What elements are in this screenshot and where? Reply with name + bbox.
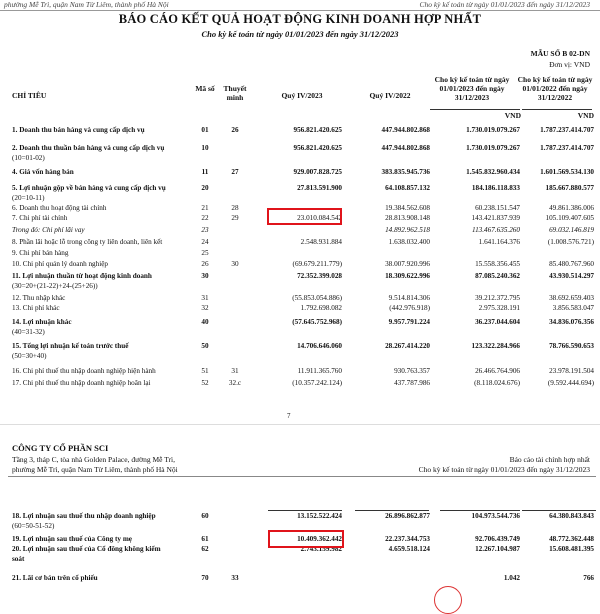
cell-ytd-2022: 1.787.237.414.707 <box>540 126 594 134</box>
cell-ytd-2023: 36.237.044.604 <box>475 318 520 326</box>
cell-note: 29 <box>231 214 239 222</box>
cell-q4-2023: 27.813.591.900 <box>297 184 342 192</box>
cell-label: (50=30+40) <box>12 352 47 360</box>
header-ytd-2022: Cho kỳ kế toán từ ngày 01/01/2022 đến ngày 31/12/2022 <box>517 75 593 102</box>
cell-ytd-2023: 1.042 <box>503 574 520 582</box>
cell-ytd-2023: 87.085.240.362 <box>475 272 520 280</box>
stamp-mark <box>434 586 462 614</box>
cell-note: 28 <box>231 204 239 212</box>
cell-ytd-2022: 69.032.146.819 <box>549 226 594 234</box>
top-period-fragment: Cho kỳ kế toán từ ngày 01/01/2023 đến ngày 31/12/2023 <box>419 0 590 9</box>
header-rule-2 <box>522 109 592 110</box>
cell-q4-2022: 28.813.908.148 <box>385 214 430 222</box>
cell-code: 62 <box>201 545 209 553</box>
cell-q4-2023: (55.853.054.886) <box>292 294 342 302</box>
cell-ytd-2022: 23.978.191.504 <box>549 367 594 375</box>
cell-label: (10=01-02) <box>12 154 45 162</box>
cell-ytd-2023: 26.466.764.906 <box>475 367 520 375</box>
cell-q4-2023: 2.548.931.884 <box>300 238 342 246</box>
cell-ytd-2022: (9.592.444.694) <box>547 379 594 387</box>
cell-label: 7. Chi phí tài chính <box>12 214 68 222</box>
company-name: CÔNG TY CỔ PHẦN SCI <box>12 443 109 453</box>
page-break <box>0 424 600 425</box>
cell-ytd-2022: 49.861.386.006 <box>549 204 594 212</box>
cell-ytd-2022: (1.008.576.721) <box>547 238 594 246</box>
cell-q4-2022: 9.514.814.306 <box>388 294 430 302</box>
top-rule <box>0 10 600 11</box>
cell-ytd-2022: 185.667.880.577 <box>545 184 594 192</box>
cell-q4-2023: 14.706.646.060 <box>297 342 342 350</box>
cell-ytd-2023: 143.421.837.939 <box>471 214 520 222</box>
cell-q4-2023: 10.409.362.442 <box>297 535 342 543</box>
cell-ytd-2023: (8.118.024.676) <box>474 379 520 387</box>
cell-label: (40=31-32) <box>12 328 45 336</box>
cell-q4-2022: 38.007.920.996 <box>385 260 430 268</box>
cell-ytd-2022: 64.380.843.843 <box>549 512 594 520</box>
cell-label: 20. Lợi nhuận sau thuế của Cổ đông không kiểm <box>12 545 161 553</box>
cell-q4-2023: 1.792.698.082 <box>300 304 342 312</box>
cell-q4-2022: 1.638.032.400 <box>388 238 430 246</box>
cell-ytd-2022: 1.787.237.414.707 <box>540 144 594 152</box>
cell-code: 60 <box>201 512 209 520</box>
cell-q4-2022: (442.976.918) <box>389 304 430 312</box>
cell-q4-2023: 2.743.159.982 <box>300 545 342 553</box>
cell-code: 31 <box>201 294 209 302</box>
cell-label: 9. Chi phí bán hàng <box>12 249 69 257</box>
cell-ytd-2022: 3.856.583.047 <box>552 304 594 312</box>
cell-code: 21 <box>201 204 209 212</box>
header-vnd-1: VND <box>504 111 521 120</box>
total-rule-1 <box>268 510 342 511</box>
header-vnd-2: VND <box>577 111 594 120</box>
company-address-1: Tầng 3, tháp C, tòa nhà Golden Palace, đường Mễ Trì, <box>12 455 176 464</box>
cell-label: 21. Lãi cơ bản trên cổ phiếu <box>12 574 98 582</box>
cell-ytd-2023: 1.545.832.960.434 <box>466 168 520 176</box>
cell-ytd-2023: 60.238.151.547 <box>475 204 520 212</box>
cell-q4-2022: 28.267.414.220 <box>385 342 430 350</box>
cell-label: soát <box>12 555 25 563</box>
header-code: Mã số <box>195 84 215 93</box>
cell-q4-2022: 22.237.344.753 <box>385 535 430 543</box>
cell-note: 27 <box>231 168 239 176</box>
cell-ytd-2023: 184.186.118.833 <box>471 184 520 192</box>
cell-label: 1. Doanh thu bán hàng và cung cấp dịch vụ <box>12 126 145 134</box>
header-item: CHỈ TIÊU <box>12 91 47 100</box>
report-subtitle: Cho kỳ kế toán từ ngày 01/01/2023 đến ngày 31/12/2023 <box>201 29 399 39</box>
cell-ytd-2023: 12.267.104.987 <box>475 545 520 553</box>
highlight-financial-expense <box>267 208 342 225</box>
cell-q4-2022: 4.659.518.124 <box>388 545 430 553</box>
top-address-fragment: phường Mễ Trì, quận Nam Từ Liêm, thành phố Hà Nội <box>4 0 169 9</box>
cell-label: 10. Chi phí quản lý doanh nghiệp <box>12 260 109 268</box>
cell-ytd-2023: 104.973.544.736 <box>471 512 520 520</box>
cell-q4-2023: 956.821.420.625 <box>293 144 342 152</box>
report-title: BÁO CÁO KẾT QUẢ HOẠT ĐỘNG KINH DOANH HỢP NHẤT <box>118 12 482 26</box>
cell-ytd-2022: 105.109.407.605 <box>545 214 594 222</box>
cell-q4-2022: 26.896.862.877 <box>385 512 430 520</box>
cell-ytd-2022: 85.480.767.960 <box>549 260 594 268</box>
cell-code: 25 <box>201 249 209 257</box>
cell-label: 18. Lợi nhuận sau thuế thu nhập doanh nghiệp <box>12 512 156 520</box>
cell-label: 15. Tổng lợi nhuận kế toán trước thuế <box>12 342 129 350</box>
cell-code: 70 <box>201 574 209 582</box>
cell-label: (60=50-51-52) <box>12 522 55 530</box>
header-q4-2022: Quý IV/2022 <box>369 91 411 100</box>
cell-q4-2023: (10.357.242.124) <box>292 379 342 387</box>
cell-q4-2022: 9.957.791.224 <box>388 318 430 326</box>
cell-note: 26 <box>231 126 239 134</box>
cell-label: 17. Chi phí thuế thu nhập doanh nghiệp hoãn lại <box>12 379 151 387</box>
cell-ytd-2022: 34.836.076.356 <box>549 318 594 326</box>
total-rule-4 <box>522 510 596 511</box>
cell-label: 4. Giá vốn hàng bán <box>12 168 74 176</box>
cell-code: 20 <box>201 184 209 192</box>
header-q4-2023: Quý IV/2023 <box>281 91 323 100</box>
cell-ytd-2022: 43.930.514.297 <box>549 272 594 280</box>
header-note: Thuyết minh <box>223 84 247 102</box>
cell-q4-2023: (57.645.752.968) <box>292 318 342 326</box>
cell-ytd-2023: 1.730.019.079.267 <box>466 144 520 152</box>
cell-code: 11 <box>201 168 209 176</box>
cell-ytd-2022: 1.601.569.534.130 <box>540 168 594 176</box>
cell-ytd-2023: 92.706.439.749 <box>475 535 520 543</box>
cell-label: (20=10-11) <box>12 194 45 202</box>
cell-label: 13. Chi phí khác <box>12 304 60 312</box>
cell-q4-2022: 930.763.357 <box>394 367 430 375</box>
cell-code: 30 <box>201 272 209 280</box>
cell-label: 8. Phần lãi hoặc lỗ trong công ty liên doanh, liên kết <box>12 238 163 246</box>
cell-note: 30 <box>231 260 239 268</box>
cell-q4-2022: 64.108.857.132 <box>385 184 430 192</box>
highlight-parent-profit <box>268 530 344 548</box>
cell-code: 61 <box>201 535 209 543</box>
cell-label: 19. Lợi nhuận sau thuế của Công ty mẹ <box>12 535 133 543</box>
cell-code: 23 <box>201 226 209 234</box>
cell-code: 50 <box>201 342 209 350</box>
cell-ytd-2022: 48.772.362.448 <box>549 535 594 543</box>
cell-label: Trong đó: Chi phí lãi vay <box>12 226 85 234</box>
cell-q4-2023: 11.911.365.760 <box>297 367 342 375</box>
cell-label: 12. Thu nhập khác <box>12 294 66 302</box>
cell-label: 14. Lợi nhuận khác <box>12 318 72 326</box>
cell-q4-2023: 929.007.828.725 <box>293 168 342 176</box>
cell-q4-2022: 447.944.802.868 <box>381 126 430 134</box>
cell-note: 31 <box>231 367 239 375</box>
cell-code: 40 <box>201 318 209 326</box>
cell-q4-2023: 13.152.522.424 <box>297 512 342 520</box>
cell-q4-2022: 14.892.962.518 <box>385 226 430 234</box>
form-code: MẪU SỐ B 02-DN <box>530 49 590 58</box>
cell-ytd-2022: 38.692.659.403 <box>549 294 594 302</box>
cell-code: 10 <box>201 144 209 152</box>
cell-label: (30=20+(21-22)+24-(25+26)) <box>12 282 98 290</box>
cell-ytd-2022: 78.766.590.653 <box>549 342 594 350</box>
report-name: Báo cáo tài chính hợp nhất <box>509 455 590 464</box>
cell-ytd-2023: 15.558.356.455 <box>475 260 520 268</box>
second-header-rule <box>8 476 596 477</box>
cell-q4-2022: 447.944.802.868 <box>381 144 430 152</box>
cell-label: 16. Chi phí thuế thu nhập doanh nghiệp hiện hành <box>12 367 156 375</box>
cell-q4-2022: 383.835.945.736 <box>381 168 430 176</box>
cell-code: 26 <box>201 260 209 268</box>
cell-ytd-2023: 1.641.164.376 <box>478 238 520 246</box>
cell-ytd-2023: 1.730.019.079.267 <box>466 126 520 134</box>
cell-note: 32.c <box>228 379 242 387</box>
cell-ytd-2023: 123.322.284.966 <box>471 342 520 350</box>
total-rule-2 <box>355 510 429 511</box>
cell-label: 11. Lợi nhuận thuần từ hoạt động kinh doanh <box>12 272 152 280</box>
cell-code: 32 <box>201 304 209 312</box>
company-address-2: phường Mễ Trì, quận Nam Từ Liêm, thành phố Hà Nội <box>12 465 178 474</box>
cell-code: 24 <box>201 238 209 246</box>
cell-ytd-2023: 113.467.635.260 <box>472 226 520 234</box>
cell-q4-2023: 23.010.084.542 <box>297 214 342 222</box>
cell-label: 2. Doanh thu thuần bán hàng và cung cấp dịch vụ <box>12 144 165 152</box>
unit-label: Đơn vị: VND <box>549 60 590 69</box>
cell-ytd-2023: 2.975.328.191 <box>478 304 520 312</box>
cell-q4-2023: 72.352.399.028 <box>297 272 342 280</box>
page-number: 7 <box>287 412 291 420</box>
cell-code: 51 <box>201 367 209 375</box>
header-ytd-2023: Cho kỳ kế toán từ ngày 01/01/2023 đến ngày 31/12/2023 <box>434 75 510 102</box>
cell-code: 52 <box>201 379 209 387</box>
cell-ytd-2023: 39.212.372.795 <box>475 294 520 302</box>
cell-code: 01 <box>201 126 209 134</box>
total-rule-3 <box>440 510 520 511</box>
cell-note: 33 <box>231 574 239 582</box>
cell-ytd-2022: 766 <box>583 574 594 582</box>
cell-label: 5. Lợi nhuận gộp về bán hàng và cung cấp dịch vụ <box>12 184 166 192</box>
cell-q4-2022: 19.384.562.608 <box>385 204 430 212</box>
header-rule-1 <box>430 109 520 110</box>
cell-q4-2023: 956.821.420.625 <box>293 126 342 134</box>
cell-code: 22 <box>201 214 209 222</box>
cell-q4-2022: 437.787.986 <box>394 379 430 387</box>
cell-q4-2022: 18.309.622.996 <box>385 272 430 280</box>
cell-label: 6. Doanh thu hoạt động tài chính <box>12 204 107 212</box>
cell-ytd-2022: 15.608.481.395 <box>549 545 594 553</box>
report-period: Cho kỳ kế toán từ ngày 01/01/2023 đến ngày 31/12/2023 <box>418 465 590 474</box>
cell-q4-2023: (69.679.211.779) <box>292 260 342 268</box>
